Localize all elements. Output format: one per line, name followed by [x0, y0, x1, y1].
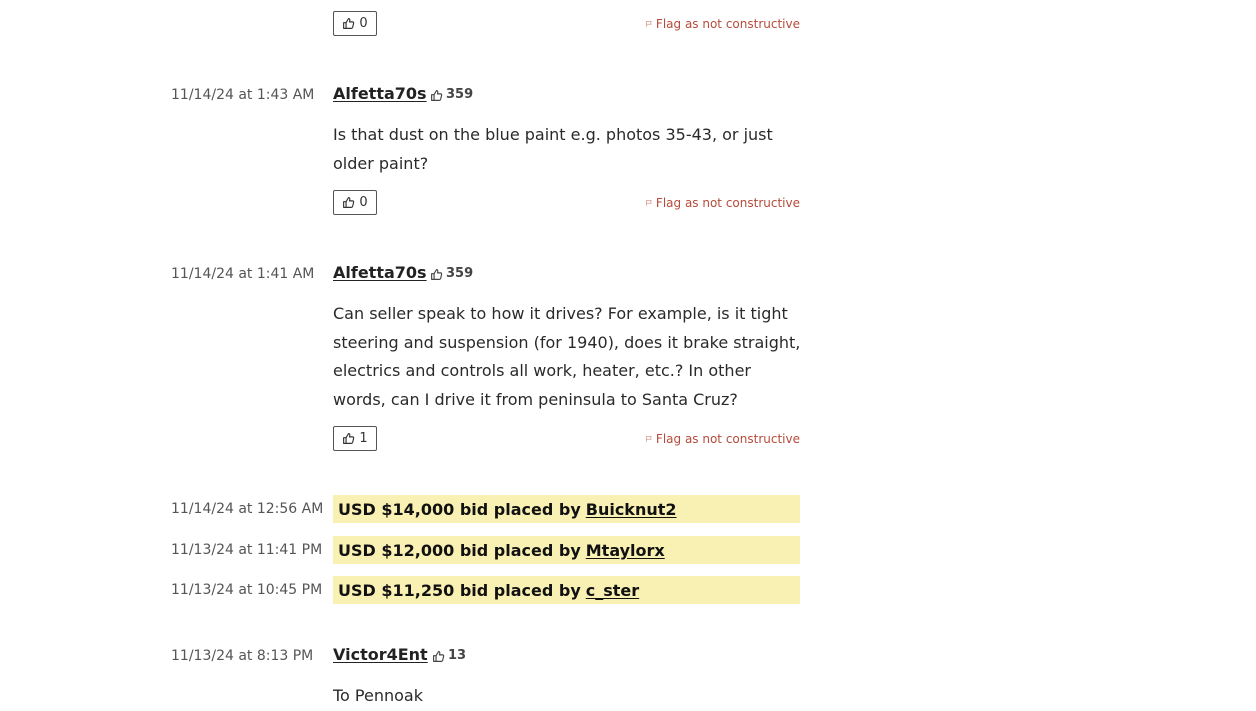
flag-label: Flag as not constructive: [655, 196, 800, 210]
author-reputation: [432, 648, 466, 664]
bid-entry: [333, 536, 800, 564]
like-button[interactable]: [333, 11, 377, 36]
flag-icon: [646, 430, 652, 448]
author-reputation: [430, 87, 473, 103]
comment-text: To Pennoak: [333, 686, 423, 705]
flag-link[interactable]: [646, 430, 800, 448]
author-reputation: [430, 266, 473, 282]
like-button[interactable]: [333, 190, 377, 215]
flag-label: Flag as not constructive: [655, 432, 800, 446]
reputation-count: 359: [446, 87, 474, 102]
thumbs-up-icon: [342, 196, 355, 209]
like-count: 0: [359, 16, 368, 31]
like-button[interactable]: [333, 426, 377, 451]
reputation-count: 13: [448, 648, 467, 663]
flag-icon: [646, 194, 652, 212]
bidder-link[interactable]: Buicknut2: [585, 499, 677, 519]
comment-author-link[interactable]: Alfetta70s: [333, 84, 427, 103]
bid-text: USD $12,000 bid placed by: [338, 540, 581, 560]
bid-entry: [333, 576, 800, 604]
thumbs-up-icon: [342, 432, 355, 445]
bid-timestamp: 11/13/24 at 11:41 PM: [171, 542, 323, 558]
bid-timestamp: 11/14/24 at 12:56 AM: [171, 501, 324, 517]
comment-text: Is that dust on the blue paint e.g. photos 35-43, or just older paint?: [333, 125, 773, 173]
bidder-link[interactable]: Mtaylorx: [585, 540, 665, 560]
thumbs-up-icon: [342, 17, 355, 30]
comment-timestamp: 11/13/24 at 8:13 PM: [171, 648, 314, 664]
thumbs-up-icon: [430, 89, 443, 102]
bidder-link[interactable]: c_ster: [585, 580, 640, 600]
like-count: 1: [359, 431, 368, 446]
flag-icon: [646, 15, 652, 33]
comment-timestamp: 11/14/24 at 1:41 AM: [171, 266, 315, 282]
comment-timestamp: 11/14/24 at 1:43 AM: [171, 87, 315, 103]
bid-timestamp: 11/13/24 at 10:45 PM: [171, 582, 323, 598]
bid-entry: [333, 495, 800, 523]
bid-text: USD $14,000 bid placed by: [338, 499, 581, 519]
thumbs-up-icon: [430, 268, 443, 281]
thumbs-up-icon: [432, 650, 445, 663]
flag-link[interactable]: [646, 15, 800, 33]
comment-author-link[interactable]: Victor4Ent: [333, 645, 428, 664]
comment-author-link[interactable]: Alfetta70s: [333, 263, 427, 282]
comment-text: Can seller speak to how it drives? For example, is it tight steering and suspension (for 1940), does it brake straight, electrics and controls all work, heater, etc.? In other words, can I drive it from peninsula to Santa Cruz?: [333, 304, 801, 409]
reputation-count: 359: [446, 266, 474, 281]
like-count: 0: [359, 195, 368, 210]
bid-text: USD $11,250 bid placed by: [338, 580, 581, 600]
flag-label: Flag as not constructive: [655, 17, 800, 31]
flag-link[interactable]: [646, 194, 800, 212]
